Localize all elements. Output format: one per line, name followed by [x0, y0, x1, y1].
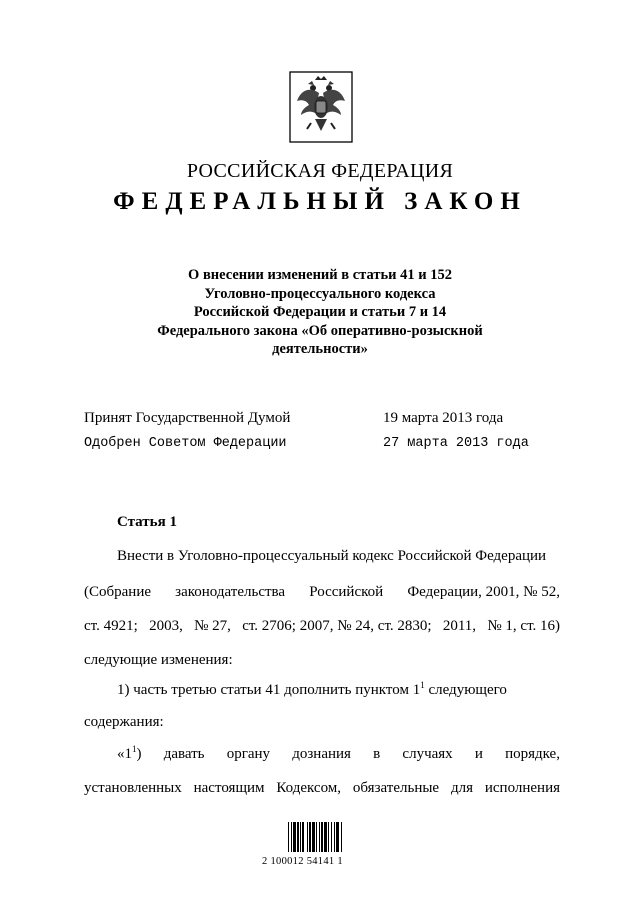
word: обязательные — [352, 780, 440, 796]
article-heading: Статья 1 — [117, 514, 177, 530]
barcode-bar — [307, 822, 308, 852]
word: 2003, — [149, 618, 183, 634]
barcode-bar — [331, 822, 332, 852]
law-title — [0, 266, 640, 359]
word: порядке, — [505, 746, 560, 762]
barcode-bar — [288, 822, 289, 852]
barcode-bar — [328, 822, 329, 852]
word: № 1, ст. 16) — [487, 618, 560, 634]
word: Федерации, 2001, № 52, — [407, 584, 560, 600]
barcode-bar — [300, 822, 301, 852]
word: настоящим — [193, 780, 265, 796]
body-line — [84, 584, 560, 601]
barcode-bar — [291, 822, 292, 852]
title-line: Российской Федерации и статьи 7 и 14 — [193, 304, 447, 321]
barcode-bar — [319, 822, 320, 852]
word: исполнения — [484, 780, 560, 796]
body-line — [84, 780, 560, 797]
word: законодательства — [175, 584, 286, 600]
word: Российской — [309, 584, 384, 600]
barcode-bar — [321, 822, 323, 852]
barcode-bar — [336, 822, 339, 852]
word: ст. 4921; — [84, 618, 138, 634]
barcode-bar — [309, 822, 311, 852]
body-line: содержания: — [84, 714, 164, 730]
word: случаях — [402, 746, 453, 762]
item-text: 1) часть третью статьи 41 дополнить пунктом 1 — [117, 682, 421, 698]
council-approval-label: Одобрен Советом Федерации — [84, 436, 287, 451]
barcode-bar — [334, 822, 335, 852]
title-line: Федерального закона «Об оперативно-розыскной — [157, 322, 483, 339]
coat-of-arms-icon — [289, 71, 353, 143]
barcode-bar — [297, 822, 299, 852]
barcode-bar — [293, 822, 296, 852]
duma-adoption-label: Принят Государственной Думой — [84, 410, 291, 426]
council-approval-date: 27 марта 2013 года — [383, 436, 529, 451]
barcode-bar — [312, 822, 315, 852]
word: № 27, — [194, 618, 231, 634]
document-type: ФЕДЕРАЛЬНЫЙ ЗАКОН — [113, 188, 527, 215]
word: давать — [163, 746, 205, 762]
word: органу — [226, 746, 271, 762]
duma-adoption-date: 19 марта 2013 года — [383, 410, 504, 426]
superscript: 1 — [420, 680, 425, 690]
word: 2011, — [442, 618, 477, 634]
title-line: О внесении изменений в статьи 41 и 152 — [188, 267, 452, 283]
title-line: Уголовно-процессуального кодекса — [204, 285, 436, 302]
body-line: Внести в Уголовно-процессуальный кодекс Российской Федерации — [117, 548, 547, 564]
word: «$1^1$) — [117, 744, 142, 762]
word: и — [474, 746, 483, 762]
body-line — [84, 618, 560, 635]
word: Кодексом, — [276, 780, 342, 796]
quoted-clause — [117, 746, 560, 763]
barcode — [288, 822, 350, 852]
title-line: деятельности» — [272, 341, 368, 358]
word: в — [373, 746, 381, 762]
word: ст. 2706; 2007, № 24, ст. 2830; — [242, 618, 432, 634]
body-line: следующие изменения: — [84, 652, 233, 668]
barcode-bar — [324, 822, 327, 852]
barcode-bar — [316, 822, 317, 852]
country-name: РОССИЙСКАЯ ФЕДЕРАЦИЯ — [186, 160, 454, 182]
barcode-bar — [302, 822, 304, 852]
word: установленных — [84, 780, 182, 796]
word: (Собрание — [84, 584, 152, 600]
barcode-bar — [341, 822, 342, 852]
list-item — [117, 682, 560, 699]
word: для — [450, 780, 473, 796]
superscript: 1 — [132, 744, 137, 754]
barcode-number: 2 100012 54141 1 — [262, 856, 343, 867]
item-text: следующего — [424, 682, 507, 698]
word: дознания — [292, 746, 351, 762]
